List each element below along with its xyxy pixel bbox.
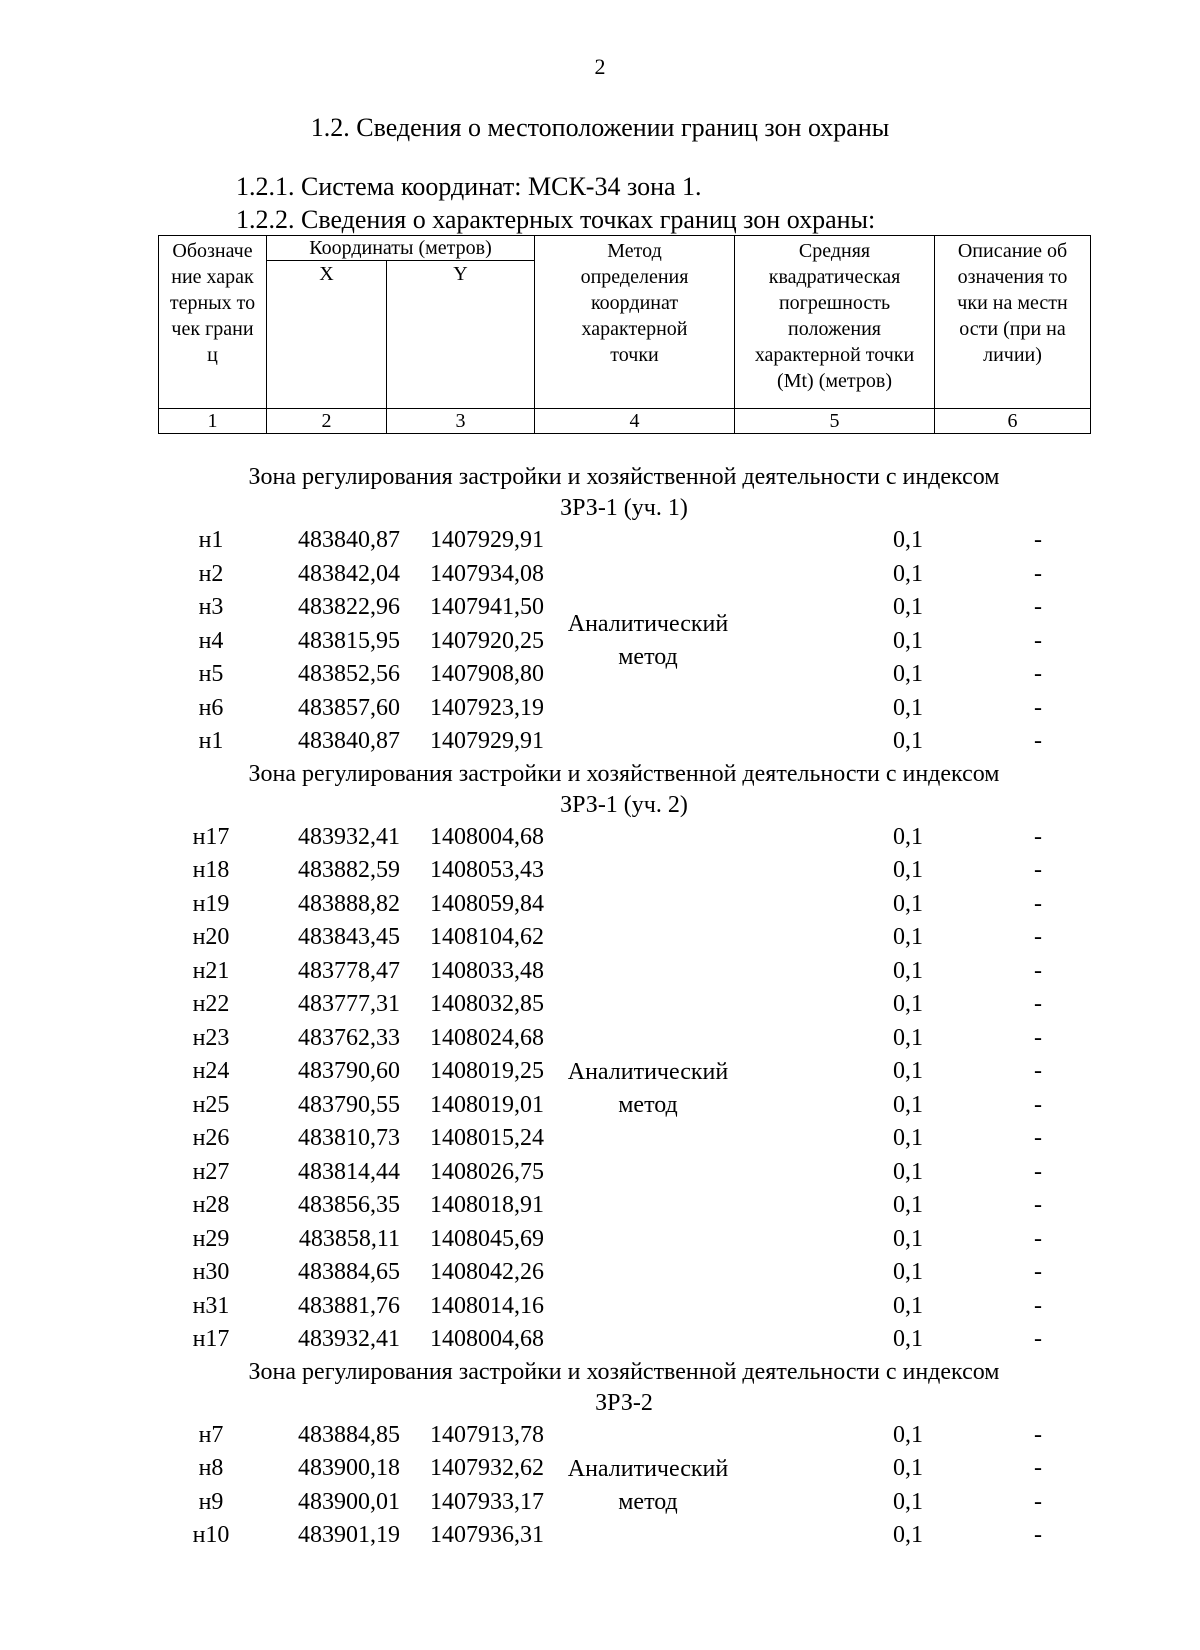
coord-y: 1408033,48 (430, 957, 544, 984)
table-row (158, 988, 1090, 1022)
zone-title-line1: Зона регулирования застройки и хозяйственной деятельности с индексом (248, 760, 1000, 787)
table-row (158, 1189, 1090, 1223)
mean-error: 0,1 (893, 823, 923, 850)
coord-x: 483843,45 (298, 924, 400, 950)
zone-rows (158, 1419, 1090, 1553)
coord-x: 483777,31 (298, 991, 400, 1017)
point-description: - (1034, 1259, 1042, 1285)
coord-x: 483884,65 (298, 1259, 400, 1285)
table-row (158, 1022, 1090, 1056)
zone-title-line2: ЗРЗ-1 (уч. 2) (560, 791, 688, 818)
point-id: н25 (192, 1091, 230, 1118)
header-description: Описание обозначения точки на местности (при наличии) (935, 236, 1091, 409)
method-line1: Аналитический (567, 1058, 729, 1085)
coord-x: 483932,41 (298, 823, 400, 850)
coord-x: 483900,18 (298, 1455, 400, 1481)
coord-y: 1407929,91 (430, 728, 544, 754)
mean-error: 0,1 (893, 1058, 923, 1084)
coord-y: 1408004,68 (430, 823, 544, 850)
zone-section (158, 462, 1090, 759)
point-description: - (1034, 924, 1042, 950)
coord-x: 483932,41 (298, 1326, 400, 1352)
point-id: н7 (198, 1421, 224, 1448)
point-description: - (1034, 661, 1042, 687)
header-coordinates: Координаты (метров) (267, 236, 535, 261)
point-description: - (1034, 957, 1042, 984)
table-row (158, 1156, 1090, 1190)
method-line2: метод (618, 644, 678, 671)
mean-error: 0,1 (893, 1421, 923, 1448)
coord-x: 483840,87 (298, 527, 400, 553)
table-row (158, 692, 1090, 726)
coord-y: 1407923,19 (430, 694, 544, 721)
point-description: - (1034, 1024, 1042, 1051)
point-id: н17 (192, 823, 230, 850)
mean-error: 0,1 (893, 627, 923, 654)
mean-error: 0,1 (893, 694, 923, 721)
coord-x: 483900,01 (298, 1488, 400, 1515)
method-line2: метод (618, 1488, 678, 1515)
point-description: - (1034, 991, 1042, 1017)
header-error: Средняя квадратическая погрешность положения характерной точки (Mt) (метров) (735, 236, 935, 409)
coord-x: 483882,59 (298, 857, 400, 883)
header-method: Метод определения координат характерной точки (535, 236, 735, 409)
coord-y: 1407933,17 (430, 1488, 544, 1515)
coord-y: 1408053,43 (430, 857, 544, 883)
mean-error: 0,1 (893, 594, 923, 620)
point-id: н29 (192, 1225, 230, 1252)
mean-error: 0,1 (893, 728, 923, 754)
point-id: н24 (192, 1058, 230, 1084)
zone-rows (158, 821, 1090, 1357)
coord-x: 483814,44 (298, 1158, 400, 1185)
coord-x: 483822,96 (298, 594, 400, 620)
zone-section (158, 1357, 1090, 1553)
point-description: - (1034, 560, 1042, 587)
coord-x: 483852,56 (298, 661, 400, 687)
zone-title-line1: Зона регулирования застройки и хозяйственной деятельности с индексом (248, 464, 1000, 490)
point-id: н26 (192, 1125, 230, 1151)
point-description: - (1034, 1125, 1042, 1151)
coord-y: 1407913,78 (430, 1421, 544, 1448)
points-table-header (158, 235, 1091, 434)
point-description: - (1034, 1091, 1042, 1118)
point-description: - (1034, 594, 1042, 620)
point-description: - (1034, 1488, 1042, 1515)
coord-y: 1408018,91 (430, 1192, 544, 1218)
coord-x: 483815,95 (298, 627, 400, 654)
zone-section (158, 759, 1090, 1357)
mean-error: 0,1 (893, 1225, 923, 1252)
zone-title-line2: ЗРЗ-2 (595, 1389, 653, 1416)
mean-error: 0,1 (893, 890, 923, 917)
coord-y: 1408015,24 (430, 1125, 544, 1151)
zone-title (158, 1357, 1090, 1419)
mean-error: 0,1 (893, 857, 923, 883)
header-y: Y (387, 261, 535, 409)
coord-x: 483840,87 (298, 728, 400, 754)
zone-title-line2: ЗРЗ-1 (уч. 1) (560, 495, 688, 521)
table-row (158, 1519, 1090, 1553)
coord-x: 483888,82 (298, 890, 400, 917)
point-id: н1 (198, 728, 224, 754)
point-description: - (1034, 1455, 1042, 1481)
point-id: н5 (198, 661, 224, 687)
method-line1: Аналитический (567, 1455, 729, 1482)
mean-error: 0,1 (893, 1488, 923, 1515)
table-row (158, 1419, 1090, 1453)
mean-error: 0,1 (893, 527, 923, 553)
coord-x: 483858,11 (298, 1225, 400, 1252)
coord-x: 483790,55 (298, 1091, 400, 1118)
point-id: н18 (192, 857, 230, 883)
point-description: - (1034, 1326, 1042, 1352)
column-number: 3 (387, 409, 535, 434)
coord-y: 1408014,16 (430, 1292, 544, 1319)
mean-error: 0,1 (893, 924, 923, 950)
mean-error: 0,1 (893, 1455, 923, 1481)
coord-y: 1408019,25 (430, 1058, 544, 1084)
point-description: - (1034, 1522, 1042, 1548)
coord-y: 1408019,01 (430, 1091, 544, 1118)
point-id: н8 (198, 1455, 224, 1481)
coord-y: 1407932,62 (430, 1455, 544, 1481)
coord-y: 1408026,75 (430, 1158, 544, 1185)
point-id: н31 (192, 1292, 230, 1319)
point-description: - (1034, 1058, 1042, 1084)
point-description: - (1034, 1225, 1042, 1252)
table-row (158, 921, 1090, 955)
header-x: X (267, 261, 387, 409)
point-id: н22 (192, 991, 230, 1017)
point-description: - (1034, 1292, 1042, 1319)
point-id: н2 (198, 560, 224, 587)
table-row (158, 955, 1090, 989)
point-description: - (1034, 1421, 1042, 1448)
coord-x: 483856,35 (298, 1192, 400, 1218)
coord-y: 1407936,31 (430, 1522, 544, 1548)
coord-x: 483778,47 (298, 957, 400, 984)
mean-error: 0,1 (893, 1259, 923, 1285)
point-id: н27 (192, 1158, 230, 1185)
column-number: 1 (159, 409, 267, 434)
mean-error: 0,1 (893, 1292, 923, 1319)
mean-error: 0,1 (893, 957, 923, 984)
column-number: 5 (735, 409, 935, 434)
table-row (158, 725, 1090, 759)
coordinate-system-heading: 1.2.1. Система координат: МСК-34 зона 1. (236, 172, 702, 201)
coord-y: 1407920,25 (430, 627, 544, 654)
coord-x: 483884,85 (298, 1421, 400, 1448)
coord-y: 1407908,80 (430, 661, 544, 687)
method-cell (548, 1056, 748, 1122)
point-id: н9 (198, 1488, 224, 1515)
section-title: 1.2. Сведения о местоположении границ зон охраны (310, 113, 890, 142)
point-description: - (1034, 728, 1042, 754)
table-row (158, 854, 1090, 888)
coord-y: 1408032,85 (430, 991, 544, 1017)
point-description: - (1034, 1158, 1042, 1185)
zone-title (158, 759, 1090, 821)
point-id: н19 (192, 890, 230, 917)
coord-y: 1407941,50 (430, 594, 544, 620)
point-id: н30 (192, 1259, 230, 1285)
coord-x: 483901,19 (298, 1522, 400, 1548)
point-id: н20 (192, 924, 230, 950)
point-id: н4 (198, 627, 224, 654)
table-row (158, 1256, 1090, 1290)
table-row (158, 524, 1090, 558)
method-line1: Аналитический (567, 611, 729, 638)
mean-error: 0,1 (893, 1024, 923, 1051)
table-row (158, 888, 1090, 922)
zone-title (158, 462, 1090, 524)
point-description: - (1034, 1192, 1042, 1218)
table-row (158, 1290, 1090, 1324)
coord-y: 1408024,68 (430, 1024, 544, 1051)
mean-error: 0,1 (893, 1522, 923, 1548)
point-id: н23 (192, 1024, 230, 1051)
point-description: - (1034, 694, 1042, 721)
method-line2: метод (618, 1091, 678, 1118)
coord-y: 1408004,68 (430, 1326, 544, 1352)
point-description: - (1034, 890, 1042, 917)
method-cell (548, 1453, 748, 1519)
point-description: - (1034, 823, 1042, 850)
table-row (158, 1323, 1090, 1357)
mean-error: 0,1 (893, 560, 923, 587)
column-number: 6 (935, 409, 1091, 434)
coord-y: 1408045,69 (430, 1225, 544, 1252)
points-heading: 1.2.2. Сведения о характерных точках границ зон охраны: (236, 205, 876, 234)
mean-error: 0,1 (893, 661, 923, 687)
coord-y: 1408042,26 (430, 1259, 544, 1285)
point-id: н28 (192, 1192, 230, 1218)
points-table-body (158, 462, 1090, 1553)
mean-error: 0,1 (893, 1326, 923, 1352)
coord-x: 483790,60 (298, 1058, 400, 1084)
page-number: 2 (594, 54, 606, 79)
point-id: н21 (192, 957, 230, 984)
coord-x: 483762,33 (298, 1024, 400, 1051)
coord-y: 1407929,91 (430, 527, 544, 553)
point-id: н3 (198, 594, 224, 620)
mean-error: 0,1 (893, 1192, 923, 1218)
point-id: н17 (192, 1326, 230, 1352)
coord-y: 1408059,84 (430, 890, 544, 917)
table-row (158, 1122, 1090, 1156)
column-number: 2 (267, 409, 387, 434)
point-id: н6 (198, 694, 224, 721)
point-description: - (1034, 627, 1042, 654)
point-id: н10 (192, 1522, 230, 1548)
point-description: - (1034, 527, 1042, 553)
mean-error: 0,1 (893, 991, 923, 1017)
table-row (158, 1223, 1090, 1257)
column-number: 4 (535, 409, 735, 434)
table-row (158, 558, 1090, 592)
coord-x: 483857,60 (298, 694, 400, 721)
point-description: - (1034, 857, 1042, 883)
zone-rows (158, 524, 1090, 759)
mean-error: 0,1 (893, 1158, 923, 1185)
coord-x: 483842,04 (298, 560, 400, 587)
coord-y: 1407934,08 (430, 560, 544, 587)
coord-x: 483810,73 (298, 1125, 400, 1151)
zone-title-line1: Зона регулирования застройки и хозяйственной деятельности с индексом (248, 1358, 1000, 1385)
point-id: н1 (198, 527, 224, 553)
coord-y: 1408104,62 (430, 924, 544, 950)
mean-error: 0,1 (893, 1125, 923, 1151)
coord-x: 483881,76 (298, 1292, 400, 1319)
method-cell (548, 608, 748, 674)
mean-error: 0,1 (893, 1091, 923, 1118)
header-point-designation: Обозначение характерных точек границ (159, 236, 267, 409)
table-row (158, 821, 1090, 855)
